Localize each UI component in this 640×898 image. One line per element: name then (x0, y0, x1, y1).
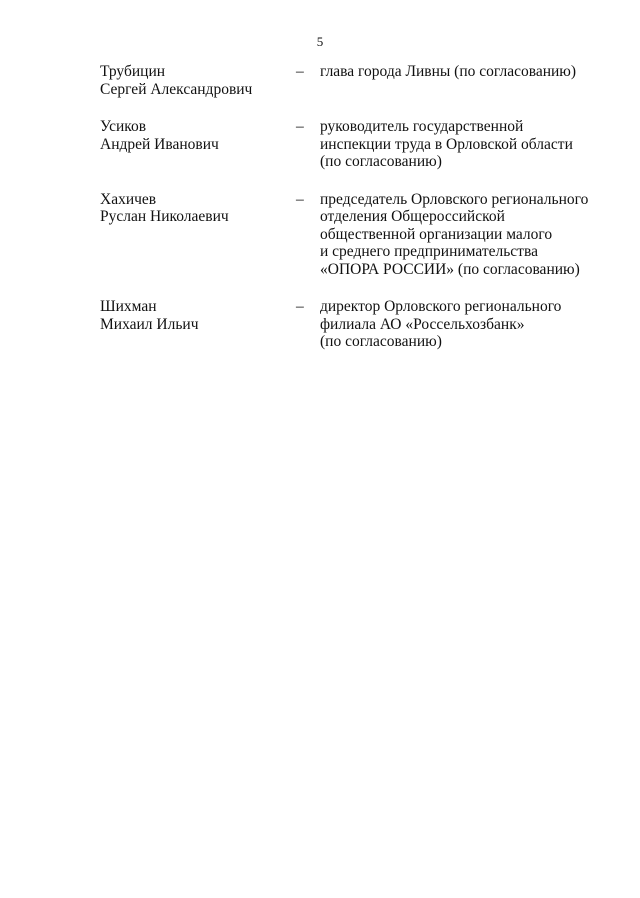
member-entry (100, 63, 600, 98)
position-line: (по согласованию) (320, 333, 442, 350)
member-entry (100, 118, 600, 171)
member-surname: Усиков (100, 118, 147, 135)
member-position (320, 298, 600, 351)
position-line: филиала АО «Россельхозбанк» (320, 315, 525, 333)
dash-separator: – (296, 118, 304, 135)
member-position (320, 118, 600, 171)
position-line: председатель Орловского регионального (320, 190, 589, 208)
member-position (320, 191, 600, 279)
position-line: «ОПОРА РОССИИ» (по согласованию) (320, 260, 580, 278)
member-entry (100, 191, 600, 279)
position-line: отделения Общероссийской (320, 208, 505, 225)
position-line: глава города Ливны (по согласованию) (320, 63, 577, 80)
position-line: общественной организации малого (320, 225, 553, 243)
member-name (100, 191, 296, 279)
position-line: (по согласованию) (320, 153, 442, 170)
member-list (100, 63, 600, 351)
member-given-names: Андрей Иванович (100, 135, 219, 153)
position-line: инспекции труда в Орловской области (320, 135, 573, 153)
dash-separator: – (296, 63, 304, 80)
member-surname: Шихман (100, 298, 157, 315)
member-surname: Хахичев (100, 190, 157, 208)
member-given-names: Сергей Александрович (100, 80, 253, 98)
member-surname: Трубицин (100, 63, 166, 80)
page-number: 5 (316, 34, 324, 49)
member-name (100, 298, 296, 351)
dash-separator: – (296, 190, 304, 208)
member-name (100, 118, 296, 171)
position-line: директор Орловского регионального (320, 298, 562, 315)
dash-separator: – (296, 298, 304, 315)
position-line: и среднего предпринимательства (320, 243, 538, 260)
member-name (100, 63, 296, 98)
member-given-names: Михаил Ильич (100, 315, 199, 333)
member-position (320, 63, 600, 98)
member-entry (100, 298, 600, 351)
position-line: руководитель государственной (320, 118, 524, 135)
member-given-names: Руслан Николаевич (100, 208, 229, 225)
